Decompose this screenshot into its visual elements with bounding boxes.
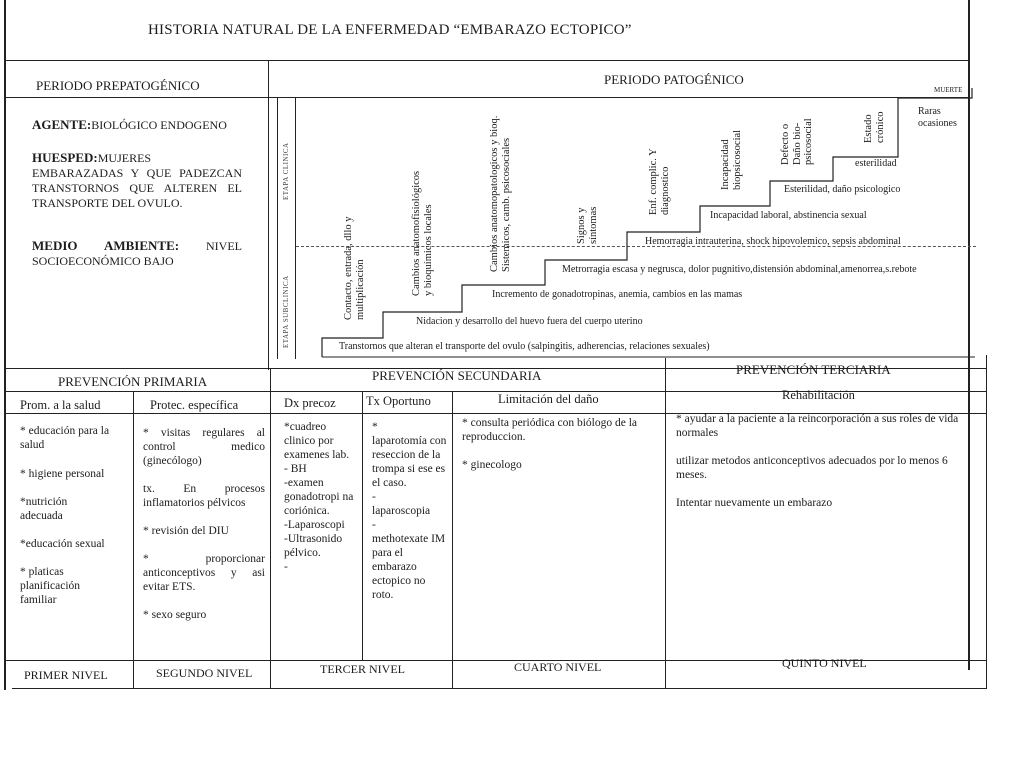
column-dx-header: Dx precoz	[284, 396, 336, 410]
vertical-label-defecto: Defecto o Daño bio-psicosocial	[780, 118, 814, 165]
prevencion-terciaria-header: PREVENCIÓN TERCIARIA	[736, 362, 891, 377]
step-3: Incremento de gonadotropinas, anemia, cambios en las mamas	[492, 289, 743, 300]
nivel-quinto: QUINTO NIVEL	[782, 656, 867, 670]
column-rehab-header: Rehabilitación	[782, 388, 855, 402]
step-4: Metrorragia escasa y negrusca, dolor pugnitivo,distensión abdominal,amenorrea,s.rebote	[562, 264, 917, 275]
huesped-value: MUJERES EMBARAZADAS Y QUE PADEZCAN TRANSTORNOS QUE ALTEREN EL TRANSPORTE DEL OVULO.	[32, 151, 242, 210]
prom-item-5: * platicas planificación familiar	[20, 566, 81, 606]
vertical-label-estado-cronico: Estado crónico	[863, 111, 886, 143]
agente-value: BIOLÓGICO ENDOGENO	[91, 118, 227, 132]
dx-item-4: -Laparoscopi	[284, 519, 345, 531]
protec-item-1: * visitas regulares al control medico (ginecólogo)	[143, 427, 265, 467]
vertical-label-signos: Signos y síntomas	[576, 206, 599, 244]
protec-item-3: * revisión del DIU	[143, 525, 229, 537]
column-tx-header: Tx Oportuno	[366, 394, 431, 408]
prom-item-3: *nutrición adecuada	[20, 496, 68, 522]
agente-label: AGENTE:	[32, 117, 92, 132]
tx-item-2: laparotomía con reseccion de la trompa si ese es el caso.	[372, 435, 447, 489]
column-prom-header: Prom. a la salud	[20, 398, 101, 412]
step-5: Hemorragia intrauterina, shock hipovolemico, sepsis abdominal	[645, 236, 901, 247]
vertical-label-cambios-locales: Cambios anatomofisiológicos y bioquímicos locales	[411, 170, 434, 296]
medio-label: MEDIO AMBIENTE:	[32, 238, 180, 253]
dx-cell	[284, 420, 360, 574]
rehab-cell	[676, 412, 976, 510]
vertical-label-enf-complic: Enf. complic. Y diagnostico	[648, 148, 671, 215]
tx-item-4: laparoscopia	[372, 505, 431, 517]
patogenico-header: PERIODO PATOGÉNICO	[604, 72, 744, 87]
page-title: HISTORIA NATURAL DE LA ENFERMEDAD “EMBARAZO ECTOPICO”	[148, 22, 632, 38]
rehab-item-1: * ayudar a la paciente a la reincorporación a sus roles de vida normales	[676, 413, 959, 439]
dx-item-3: -examen gonadotropi na coriónica.	[284, 477, 354, 517]
etapa-subclinica-label: ETAPA SUBCLINICA	[282, 275, 290, 348]
dx-item-6: -	[284, 561, 288, 573]
nivel-segundo: SEGUNDO NIVEL	[156, 666, 253, 680]
vertical-label-cambios-sistemicos: Cambios anatomopatologicos y bioq. Sistemicos, camb. psicosociales	[489, 115, 512, 272]
step-7: Esterilidad, daño psicologico	[784, 184, 901, 195]
vertical-label-incapacidad: Incapacidad biopsicosocial	[720, 129, 743, 190]
tx-item-3: -	[372, 491, 376, 503]
nivel-tercer: TERCER NIVEL	[320, 662, 405, 676]
tx-cell	[372, 420, 448, 602]
prevencion-primaria-header: PREVENCIÓN PRIMARIA	[58, 374, 208, 389]
rehab-item-3: Intentar nuevamente un embarazo	[676, 497, 833, 509]
etapa-clinica-label: ETAPA CLINICA	[282, 142, 290, 200]
vertical-label-contacto: Contacto, entrada, dllo y multiplicación	[343, 216, 366, 320]
column-lim-header: Limitación del daño	[498, 392, 599, 406]
tx-item-5: -	[372, 519, 376, 531]
lim-item-2: * ginecologo	[462, 459, 522, 471]
step-6: Incapacidad laboral, abstinencia sexual	[710, 210, 867, 221]
step-2: Nidacion y desarrollo del huevo fuera del cuerpo uterino	[416, 316, 643, 327]
raras-label: Raras ocasiones	[918, 106, 957, 129]
muerte-label: MUERTE	[934, 86, 963, 94]
huesped-label: HUESPED:	[32, 150, 98, 165]
lim-item-1: * consulta periódica con biólogo de la reproduccion.	[462, 417, 638, 443]
protec-item-4: * proporcionar anticonceptivos y asi evitar ETS.	[143, 553, 265, 593]
protec-item-2: tx. En procesos inflamatorios pélvicos	[143, 483, 265, 509]
prom-item-1: * educación para la salud	[20, 425, 110, 451]
protec-cell	[143, 426, 265, 622]
dx-item-5: -Ultrasonido pélvico.	[284, 533, 343, 559]
prevencion-secundaria-header: PREVENCIÓN SECUNDARIA	[372, 368, 542, 383]
dx-item-2: - BH	[284, 463, 307, 475]
medio-value: NIVEL SOCIOECONÓMICO BAJO	[32, 239, 242, 268]
nivel-primer: PRIMER NIVEL	[24, 668, 108, 682]
protec-item-5: * sexo seguro	[143, 609, 207, 621]
prom-item-4: *educación sexual	[20, 538, 105, 550]
dx-item-1: *cuadreo clinico por examenes lab.	[284, 421, 350, 461]
step-8: esterilidad	[855, 158, 897, 169]
prom-item-2: * higiene personal	[20, 468, 105, 480]
tx-item-6: methotexate IM para el embarazo ectopico no roto.	[372, 533, 446, 601]
prom-cell	[20, 424, 130, 607]
rehab-item-2: utilizar metodos anticonceptivos adecuados por lo menos 6 meses.	[676, 455, 948, 481]
lim-cell	[462, 416, 660, 472]
column-protec-header: Protec. específica	[150, 398, 239, 412]
tx-item-1: *	[372, 421, 378, 433]
prepatogenico-header: PERIODO PREPATOGÉNICO	[36, 78, 200, 93]
nivel-cuarto: CUARTO NIVEL	[514, 660, 602, 674]
step-1: Transtornos que alteran el transporte del ovulo (salpingitis, adherencias, relaciones sexuales)	[339, 341, 710, 352]
